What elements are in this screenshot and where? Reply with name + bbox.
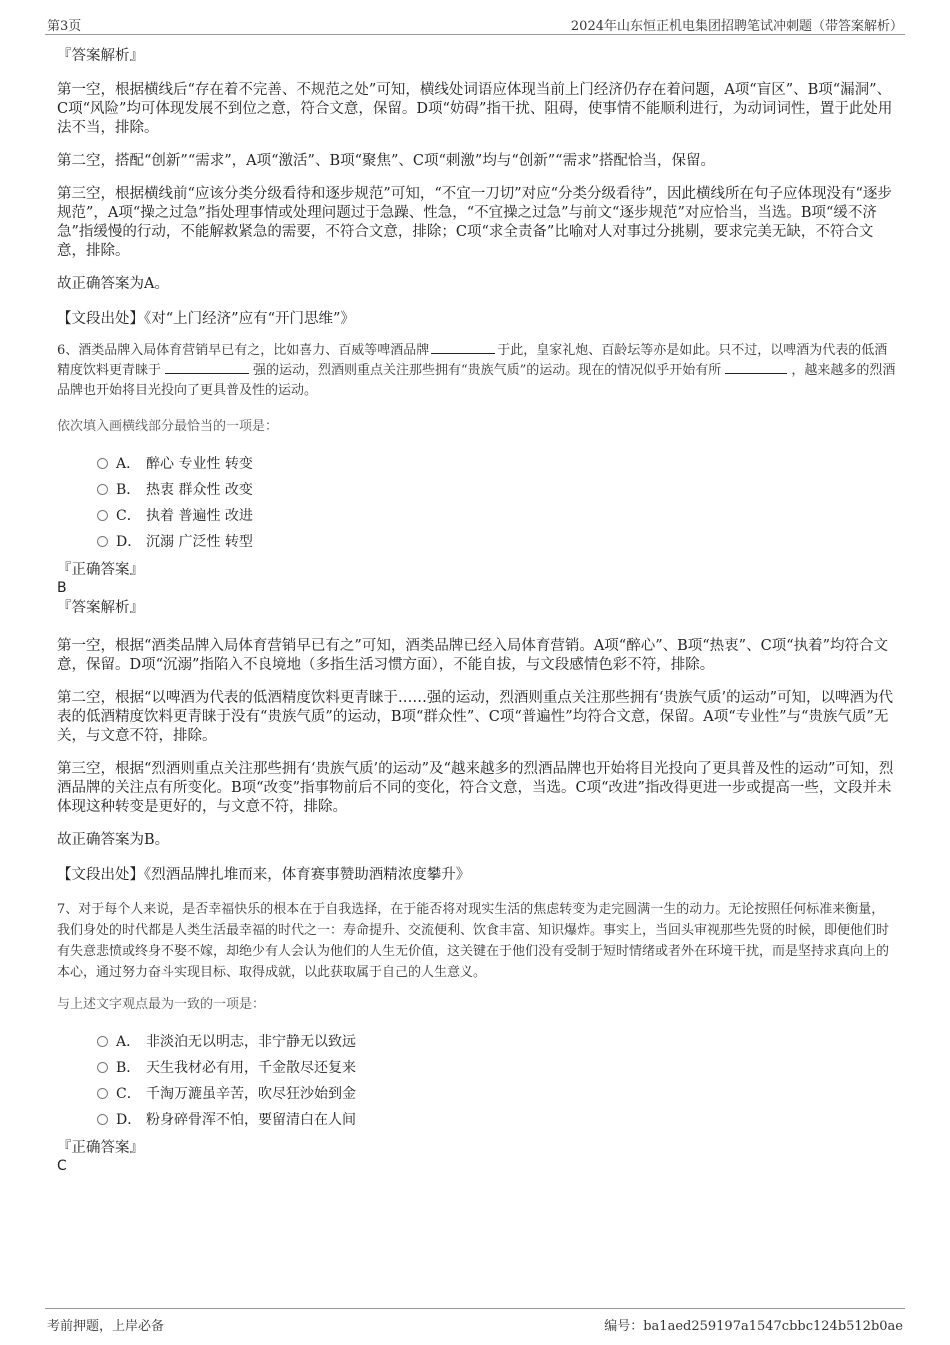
option-text: 热衷 群众性 改变 xyxy=(146,482,253,498)
option-text: 粉身碎骨浑不怕，要留清白在人间 xyxy=(146,1112,356,1128)
option-letter: D． xyxy=(116,1112,142,1128)
document-title: 2024年山东恒正机电集团招聘笔试冲刺题（带答案解析） xyxy=(570,19,903,34)
q6-option-d[interactable] xyxy=(97,529,897,555)
option-text: 醉心 专业性 转变 xyxy=(146,456,253,472)
q6-option-a[interactable] xyxy=(97,451,897,477)
q6-question xyxy=(57,341,897,401)
q6-text-b: 于此，皇家礼炮、百龄坛等亦是如此。只不过，以啤酒为代表的低酒精度饮料更青睐于 xyxy=(57,343,888,378)
q6-blank-3 xyxy=(725,361,787,374)
q6-text-a: 6、酒类品牌入局体育营销早已有之，比如喜力、百威等啤酒品牌 xyxy=(57,343,430,358)
q5-analysis-p3: 第三空，根据横线前“应该分类分级看待和逐步规范”可知，“不宜一刀切”对应“分类分级看待”，因此横线所在句子应体现没有“逐步规范”，A项“操之过急”指处理事情或处理问题过于急躁、性急，“不宜操之过急”与前文“逐步规范”对应恰当，当选。B项“缓不济急”指缓慢的行动，不能解救紧急的需要，不符合文意，排除；C项“求全责备”比喻对人对事过分挑剔，要求完美无缺，不符合文意，排除。 xyxy=(57,186,892,259)
q6-option-b[interactable] xyxy=(97,477,897,503)
q6-analysis-label: 『答案解析』 xyxy=(57,600,144,616)
q6-stem: 依次填入画横线部分最恰当的一项是： xyxy=(57,419,279,434)
option-text: 沉溺 广泛性 转型 xyxy=(146,534,253,550)
document-id: 编号：ba1aed259197a1547cbbc124b512b0ae xyxy=(604,1319,903,1334)
option-text: 天生我材必有用，千金散尽还复来 xyxy=(146,1060,356,1076)
radio-button-icon[interactable] xyxy=(97,458,108,469)
page-footer xyxy=(45,1308,905,1334)
page-number: 第3页 xyxy=(47,19,82,34)
q5-analysis-p1: 第一空，根据横线后“存在着不完善、不规范之处”可知，横线处词语应体现当前上门经济仍存在着问题，A项“盲区”、B项“漏洞”、C项“风险”均可体现发展不到位之意，符合文意，保留。D项“妨碍”指干扰、阻碍，使事情不能顺利进行，为动词词性，置于此处用法不当，排除。 xyxy=(57,82,893,136)
option-letter: B． xyxy=(116,1060,141,1076)
q7-option-a[interactable] xyxy=(97,1029,897,1055)
q6-analysis-p3: 第三空，根据“烈酒则重点关注那些拥有‘贵族气质’的运动”及“越来越多的烈酒品牌也开始将目光投向了更具普及性的运动”可知，烈酒品牌的关注点有所变化。B项“改变”指事物前后不同的变化，符合文意，当选。C项“改进”指改得更进一步或提高一些，文段并未体现这种转变是更好的，与文意不符，排除。 xyxy=(57,761,894,815)
option-letter: A． xyxy=(116,456,141,472)
q5-conclusion: 故正确答案为A。 xyxy=(57,276,169,292)
q7-question: 7、对于每个人来说，是否幸福快乐的根本在于自我选择，在于能否将对现实生活的焦虑转变为走完圆满一生的动力。无论按照任何标准来衡量，我们身处的时代都是人类生活最幸福的时代之一：寿命提升、交流便利、饮食丰富、知识爆炸。事实上，当回头审视那些先贤的时候，即便他们时有失意悲愤或终身不娶不嫁，却绝少有人会认为他们的人生无价值，这关键在于他们没有受制于短时情绪或者外在环境干扰，而是坚持求真向上的本心，通过努力奋斗实现目标、取得成就，以此获取属于自己的人生意义。 xyxy=(57,902,890,980)
q7-answer: C xyxy=(57,1158,67,1174)
option-letter: C． xyxy=(116,508,141,524)
q6-text-c: 强的运动，烈酒则重点关注那些拥有“贵族气质”的运动。现在的情况似乎开始有所 xyxy=(253,363,722,378)
radio-button-icon[interactable] xyxy=(97,1036,108,1047)
page-header xyxy=(45,12,905,35)
q7-option-d[interactable] xyxy=(97,1107,897,1133)
radio-button-icon[interactable] xyxy=(97,484,108,495)
q6-source: 【文段出处】《烈酒品牌扎堆而来，体育赛事赞助酒精浓度攀升》 xyxy=(57,867,471,883)
option-text: 千淘万漉虽辛苦，吹尽狂沙始到金 xyxy=(146,1086,356,1102)
q6-conclusion: 故正确答案为B。 xyxy=(57,832,170,848)
radio-button-icon[interactable] xyxy=(97,510,108,521)
q6-options xyxy=(97,451,897,555)
q6-answer-label: 『正确答案』 xyxy=(57,562,144,578)
q5-source: 【文段出处】《对“上门经济”应有“开门思维”》 xyxy=(57,311,355,327)
page-content xyxy=(57,44,897,1175)
q6-analysis-p1: 第一空，根据“酒类品牌入局体育营销早已有之”可知，酒类品牌已经入局体育营销。A项“醉心”、B项“热衷”、C项“执着”均符合文意，保留。D项“沉溺”指陷入不良境地（多指生活习惯方面），不能自拔，与文段感情色彩不符，排除。 xyxy=(57,638,889,673)
option-letter: A． xyxy=(116,1034,141,1050)
footer-slogan: 考前押题，上岸必备 xyxy=(47,1319,165,1334)
option-letter: C． xyxy=(116,1086,141,1102)
q7-answer-label: 『正确答案』 xyxy=(57,1140,144,1156)
q7-stem: 与上述文字观点最为一致的一项是： xyxy=(57,997,266,1012)
q5-analysis-label: 『答案解析』 xyxy=(57,48,144,64)
q7-option-b[interactable] xyxy=(97,1055,897,1081)
q6-analysis-p2: 第二空，根据“以啤酒为代表的低酒精度饮料更青睐于……强的运动，烈酒则重点关注那些拥有‘贵族气质’的运动”可知，以啤酒为代表的低酒精度饮料更青睐于没有“贵族气质”的运动，B项“群众性”、C项“普遍性”均符合文意，保留。A项“专业性”与“贵族气质”无关，与文意不符，排除。 xyxy=(57,690,894,744)
q6-text-d: ，越来越多的烈酒品牌也开始将目光投向了更具普及性的运动。 xyxy=(57,363,896,398)
q7-option-c[interactable] xyxy=(97,1081,897,1107)
q5-analysis-p2: 第二空，搭配“创新”“需求”，A项“激活”、B项“聚焦”、C项“刺激”均与“创新”“需求”搭配恰当，保留。 xyxy=(57,153,715,169)
q6-option-c[interactable] xyxy=(97,503,897,529)
radio-button-icon[interactable] xyxy=(97,1114,108,1125)
radio-button-icon[interactable] xyxy=(97,536,108,547)
option-text: 执着 普遍性 改进 xyxy=(146,508,253,524)
option-letter: D． xyxy=(116,534,142,550)
q6-blank-2 xyxy=(165,361,249,374)
q6-answer: B xyxy=(57,580,67,596)
radio-button-icon[interactable] xyxy=(97,1088,108,1099)
radio-button-icon[interactable] xyxy=(97,1062,108,1073)
q7-options xyxy=(97,1029,897,1133)
option-letter: B． xyxy=(116,482,141,498)
option-text: 非淡泊无以明志，非宁静无以致远 xyxy=(146,1034,356,1050)
q6-blank-1 xyxy=(431,341,495,354)
